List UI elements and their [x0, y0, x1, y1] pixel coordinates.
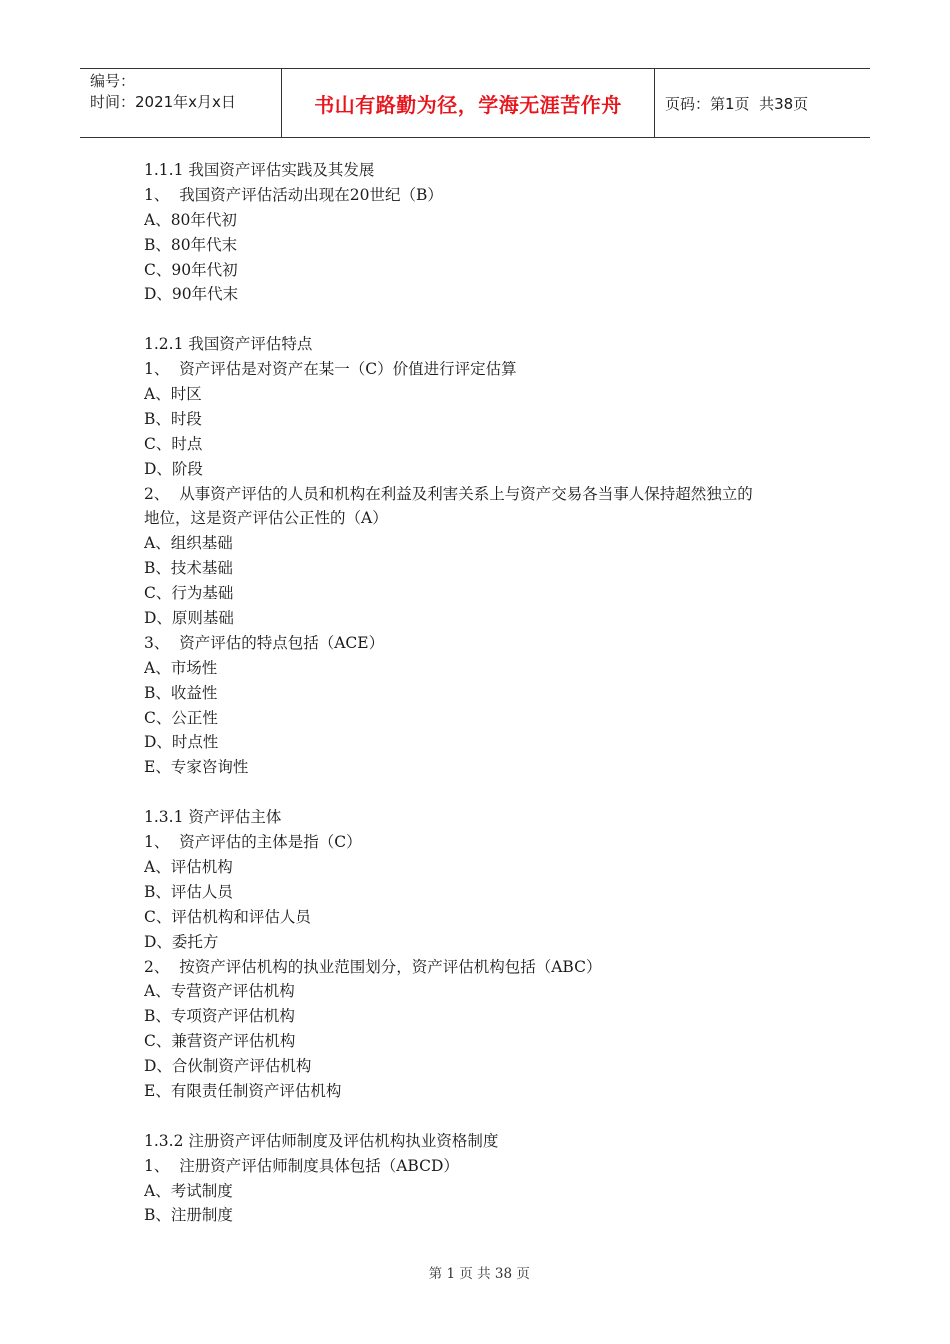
blank-line: [144, 780, 824, 805]
text-line: 2、 按资产评估机构的执业范围划分，资产评估机构包括（ABC）: [144, 957, 602, 976]
header-motto-cell: [282, 69, 655, 137]
text-line: A、80年代初: [144, 210, 237, 229]
text-line: D、原则基础: [144, 609, 234, 628]
footer-page-number: 第 1 页 共 38 页: [428, 1266, 530, 1282]
text-line: 1.3.2 注册资产评估师制度及评估机构执业资格制度: [144, 1131, 499, 1150]
text-line: E、有限责任制资产评估机构: [144, 1081, 342, 1100]
text-line: 1.3.1 资产评估主体: [144, 808, 282, 827]
document-number-label: 编号：: [90, 72, 136, 90]
text-line: D、90年代末: [144, 285, 239, 304]
text-line: A、专营资产评估机构: [144, 982, 295, 1001]
text-line: A、考试制度: [144, 1181, 233, 1200]
text-line: 地位，这是资产评估公正性的（A）: [144, 509, 388, 528]
text-line: B、评估人员: [144, 882, 233, 901]
header-page-label: 页码：第1页 共38页: [665, 94, 809, 113]
text-line: 1、 我国资产评估活动出现在20世纪（B）: [144, 185, 443, 204]
text-line: 1、 资产评估的主体是指（C）: [144, 833, 362, 852]
text-line: D、委托方: [144, 932, 219, 951]
text-line: C、公正性: [144, 708, 218, 727]
header-motto: 书山有路勤为径，学海无涯苦作舟: [314, 92, 622, 117]
header-page-cell: [655, 69, 870, 137]
text-line: 3、 资产评估的特点包括（ACE）: [144, 633, 385, 652]
page-header: [80, 68, 870, 138]
blank-line: [144, 1104, 824, 1129]
document-body: [144, 158, 824, 1228]
text-line: 1.2.1 我国资产评估特点: [144, 335, 313, 354]
text-line: A、组织基础: [144, 534, 233, 553]
text-line: 1、 资产评估是对资产在某一（C）价值进行评定估算: [144, 360, 517, 379]
text-line: C、90年代初: [144, 260, 238, 279]
text-line: E、专家咨询性: [144, 758, 249, 777]
header-left-cell: [80, 69, 282, 137]
text-line: B、时段: [144, 409, 202, 428]
text-line: C、行为基础: [144, 584, 234, 603]
text-line: A、时区: [144, 385, 202, 404]
text-line: B、注册制度: [144, 1206, 233, 1225]
text-line: A、评估机构: [144, 857, 233, 876]
text-line: D、合伙制资产评估机构: [144, 1057, 312, 1076]
text-line: B、技术基础: [144, 559, 233, 578]
blank-line: [144, 307, 824, 332]
document-date-label: 时间：2021年x月x日: [90, 93, 236, 111]
text-line: 1.1.1 我国资产评估实践及其发展: [144, 161, 375, 179]
text-line: C、兼营资产评估机构: [144, 1032, 296, 1051]
text-line: D、时点性: [144, 733, 219, 752]
text-line: C、评估机构和评估人员: [144, 907, 311, 926]
text-line: 2、 从事资产评估的人员和机构在利益及利害关系上与资产交易各当事人保持超然独立的: [144, 484, 753, 503]
text-line: C、时点: [144, 434, 203, 453]
text-line: D、阶段: [144, 459, 203, 478]
page-footer: [0, 1246, 950, 1282]
text-line: A、市场性: [144, 658, 218, 677]
text-line: B、收益性: [144, 683, 218, 702]
text-line: 1、 注册资产评估师制度具体包括（ABCD）: [144, 1156, 459, 1175]
text-line: B、专项资产评估机构: [144, 1007, 295, 1026]
text-line: B、80年代末: [144, 235, 238, 254]
